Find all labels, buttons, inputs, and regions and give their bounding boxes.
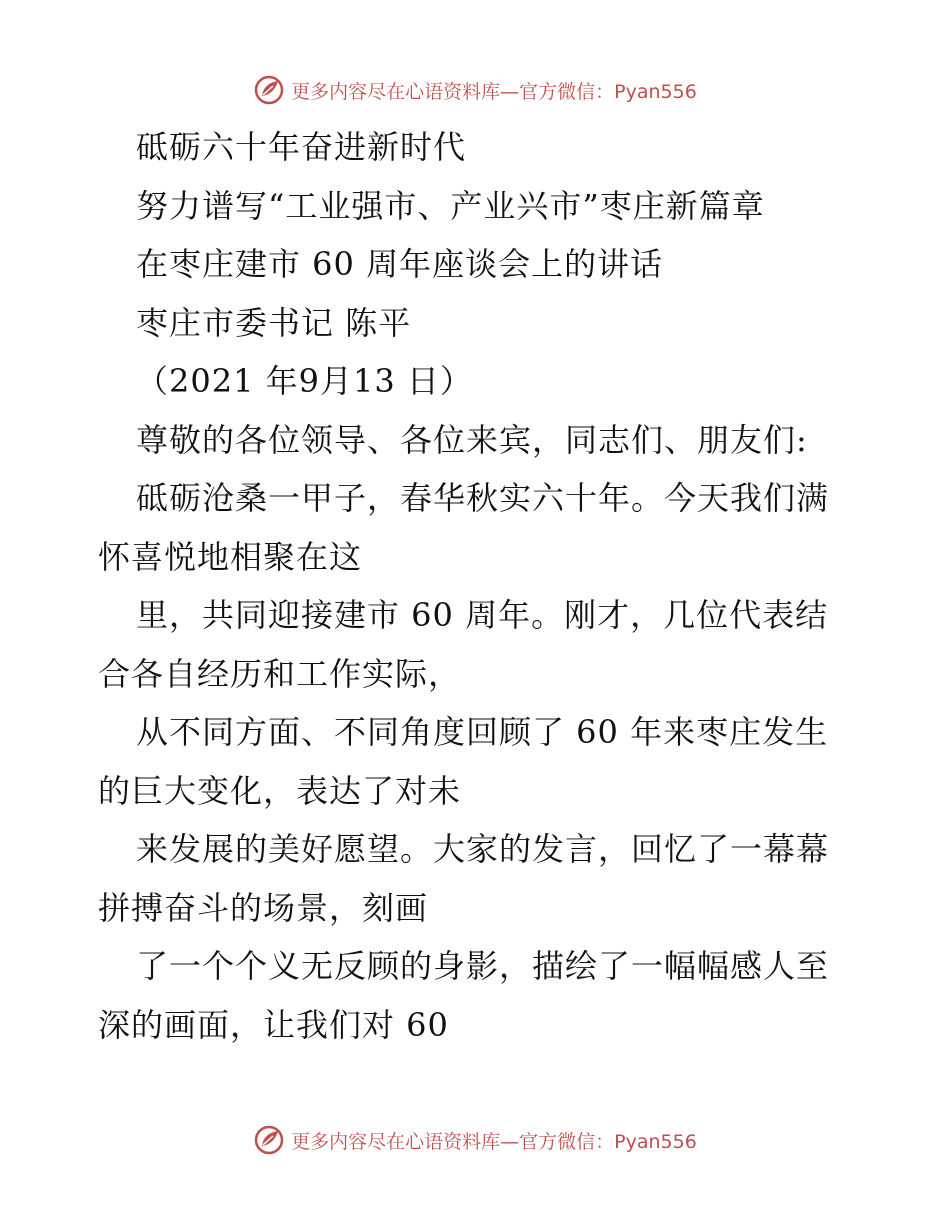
- leaf-logo-icon: [253, 1124, 285, 1156]
- header-watermark-text: 更多内容尽在心语资料库—官方微信：Pyan556: [291, 80, 697, 103]
- footer-watermark-text: 更多内容尽在心语资料库—官方微信：Pyan556: [291, 1130, 697, 1153]
- speech-date: （2021 年9月13 日）: [136, 362, 473, 400]
- header-watermark: [0, 70, 950, 110]
- paragraph-line: 怀喜悦地相聚在这: [98, 537, 363, 576]
- paragraph-line: 拼搏奋斗的场景，刻画: [98, 888, 429, 927]
- title-line-2: 努力谱写“工业强市、产业兴市”枣庄新篇章: [136, 186, 765, 225]
- paragraph-line: 从不同方面、不同角度回顾了 60 年来枣庄发生: [136, 713, 829, 751]
- paragraph-line: 合各自经历和工作实际，: [98, 654, 462, 693]
- footer-watermark: [0, 1120, 950, 1160]
- salutation: 尊敬的各位领导、各位来宾，同志们、朋友们:: [136, 420, 808, 459]
- paragraph-line: 来发展的美好愿望。大家的发言，回忆了一幕幕: [136, 830, 830, 868]
- paragraph-line: 深的画面，让我们对 60: [98, 1005, 449, 1044]
- title-line-1: 砥砺六十年奋进新时代: [136, 128, 467, 166]
- paragraph-line: 的巨大变化，表达了对未: [98, 771, 462, 810]
- subtitle: 在枣庄建市 60 周年座谈会上的讲话: [136, 245, 664, 283]
- document-body: [98, 118, 858, 1054]
- paragraph-line: 了一个个义无反顾的身影，描绘了一幅幅感人至: [136, 947, 830, 985]
- leaf-logo-icon: [253, 74, 285, 106]
- author: 枣庄市委书记 陈平: [136, 303, 412, 342]
- paragraph-line: 砥砺沧桑一甲子，春华秋实六十年。今天我们满: [136, 479, 830, 517]
- paragraph-line: 里，共同迎接建市 60 周年。刚才，几位代表结: [136, 596, 829, 634]
